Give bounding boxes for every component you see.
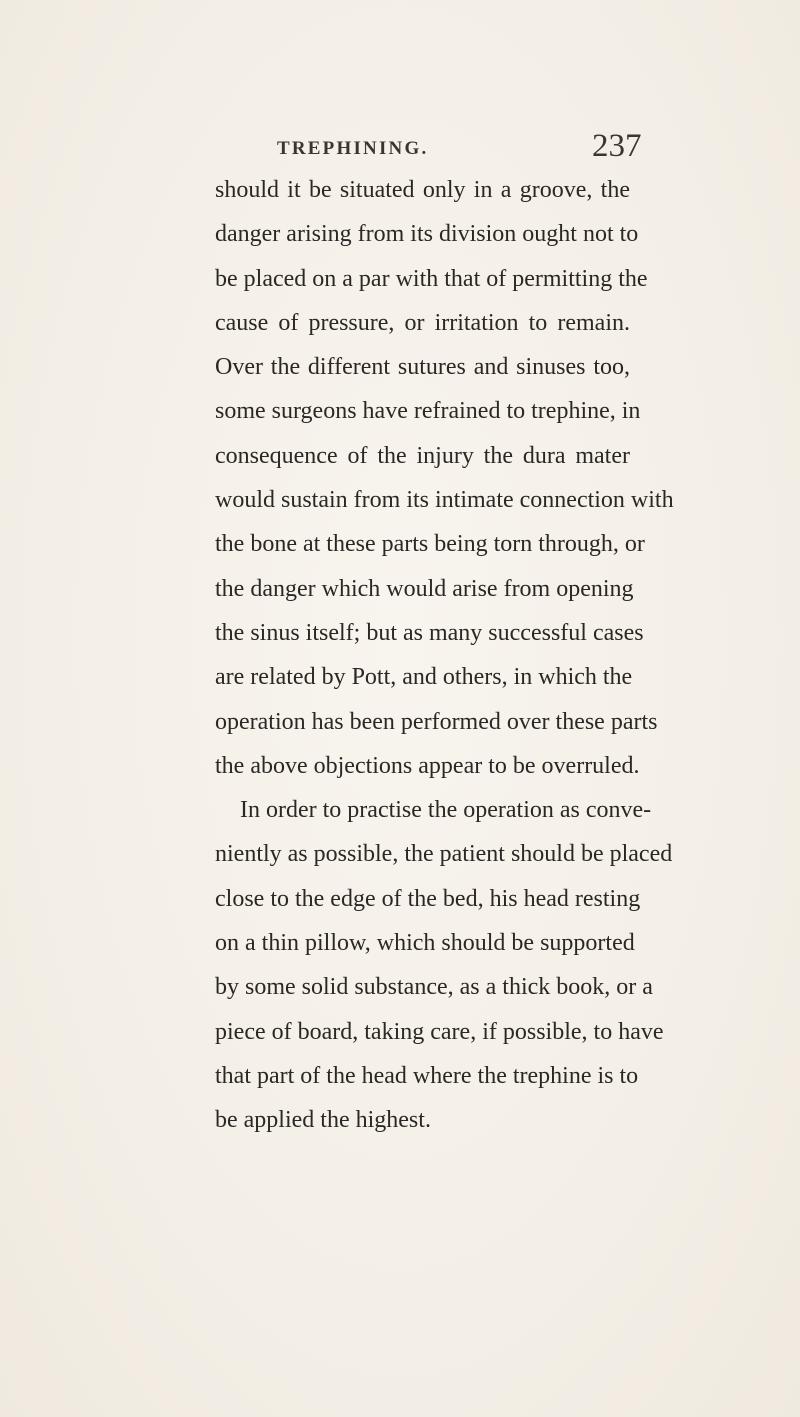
text-line: consequence of the injury the dura mater xyxy=(215,442,630,469)
text-line: some surgeons have refrained to trephine, in xyxy=(215,398,641,425)
text-line: should it be situated only in a groove, the xyxy=(215,177,630,203)
text-line: close to the edge of the bed, his head resting xyxy=(215,885,641,912)
text-line: the bone at these parts being torn through, or xyxy=(215,531,645,558)
running-head: TREPHINING. xyxy=(277,138,429,159)
text-line: by some solid substance, as a thick book, or a xyxy=(215,974,653,1001)
paragraph-end-line: the above objections appear to be overruled. xyxy=(215,752,640,779)
text-line: that part of the head where the trephine is to xyxy=(215,1062,639,1089)
text-line: niently as possible, the patient should be placed xyxy=(215,841,673,868)
body-text xyxy=(215,168,674,1143)
text-line: the sinus itself; but as many successful cases xyxy=(215,619,644,646)
text-line: would sustain from its intimate connection with xyxy=(215,487,674,514)
text-line: on a thin pillow, which should be supported xyxy=(215,930,635,957)
text-line: the danger which would arise from opening xyxy=(215,575,634,602)
text-line: operation has been performed over these parts xyxy=(215,708,658,735)
paragraph-end-line: be applied the highest. xyxy=(215,1107,431,1134)
text-line: are related by Pott, and others, in which the xyxy=(215,664,633,691)
page-number: 237 xyxy=(592,128,642,164)
text-line: cause of pressure, or irritation to remain. xyxy=(215,309,630,336)
text-line: Over the different sutures and sinuses too, xyxy=(215,354,630,381)
text-line: be placed on a par with that of permitting the xyxy=(215,265,648,292)
paragraph-start-line: In order to practise the operation as conve- xyxy=(240,797,652,824)
text-line: danger arising from its division ought not to xyxy=(215,221,639,248)
text-line: piece of board, taking care, if possible, to have xyxy=(215,1018,664,1045)
